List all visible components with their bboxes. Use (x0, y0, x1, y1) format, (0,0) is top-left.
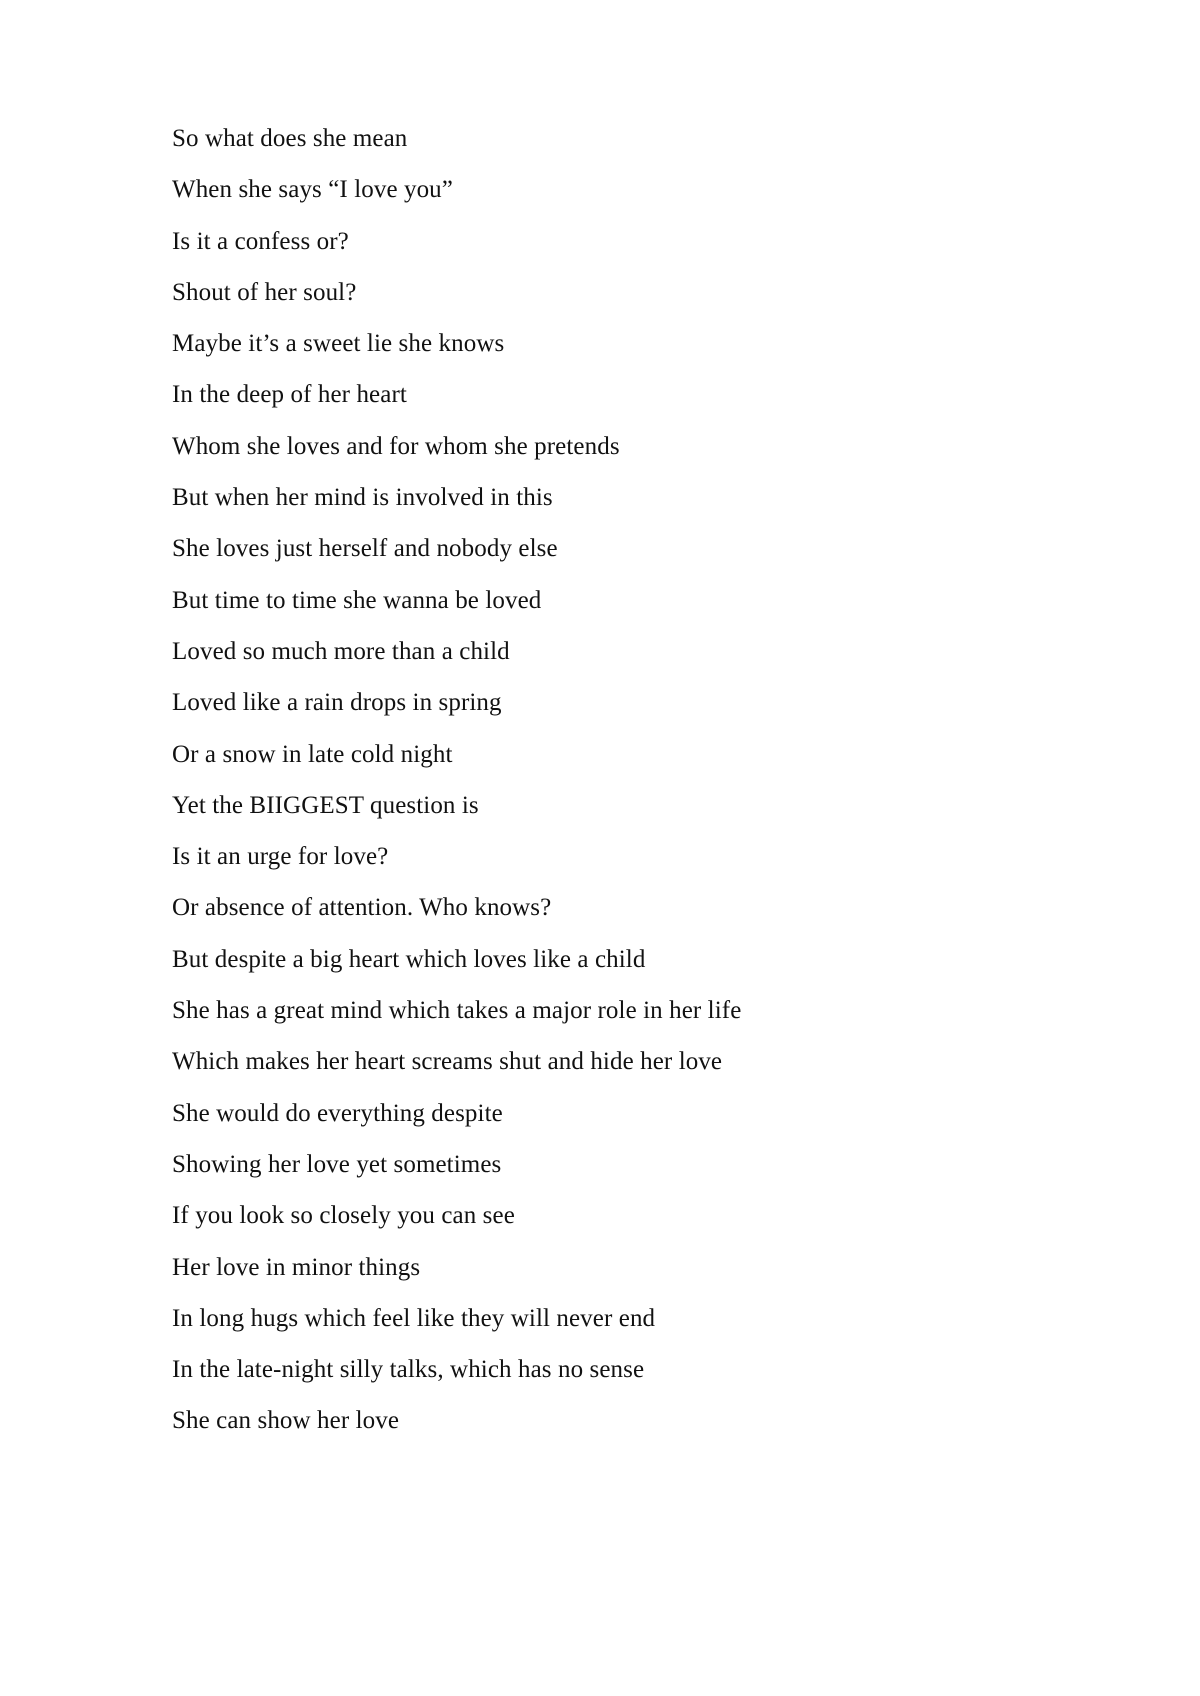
poem-line: But when her mind is involved in this (172, 484, 553, 512)
poem-line: Loved so much more than a child (172, 637, 510, 665)
poem-line: She has a great mind which takes a major role in her life (172, 997, 742, 1025)
poem-line: Or absence of attention. Who knows? (172, 894, 552, 922)
poem-line: In the deep of her heart (172, 381, 407, 409)
poem-text (172, 113, 741, 1447)
poem-line: Maybe it’s a sweet lie she knows (172, 330, 505, 358)
poem-line: But time to time she wanna be loved (172, 586, 542, 614)
poem-line: Whom she loves and for whom she pretends (172, 432, 620, 460)
poem-line: Is it an urge for love? (172, 843, 389, 871)
poem-line: Is it a confess or? (172, 227, 349, 255)
poem-line: She can show her love (172, 1407, 400, 1435)
poem-line: Her love in minor things (172, 1253, 421, 1281)
poem-line: Loved like a rain drops in spring (172, 689, 502, 717)
poem-line: In the late-night silly talks, which has no sense (172, 1356, 645, 1384)
poem-line: Yet the BIIGGEST question is (172, 791, 479, 819)
poem-line: Shout of her soul? (172, 278, 357, 306)
poem-line: In long hugs which feel like they will never end (172, 1304, 656, 1332)
poem-line: Which makes her heart screams shut and hide her love (172, 1048, 723, 1076)
poem-line: Or a snow in late cold night (172, 740, 453, 768)
poem-line: If you look so closely you can see (172, 1202, 515, 1230)
poem-line: But despite a big heart which loves like a child (172, 945, 646, 973)
poem-line: Showing her love yet sometimes (172, 1150, 502, 1178)
poem-line: When she says “I love you” (172, 176, 453, 204)
poem-line: She would do everything despite (172, 1099, 503, 1127)
poem-line: So what does she mean (172, 125, 408, 152)
poem-line: She loves just herself and nobody else (172, 535, 558, 563)
